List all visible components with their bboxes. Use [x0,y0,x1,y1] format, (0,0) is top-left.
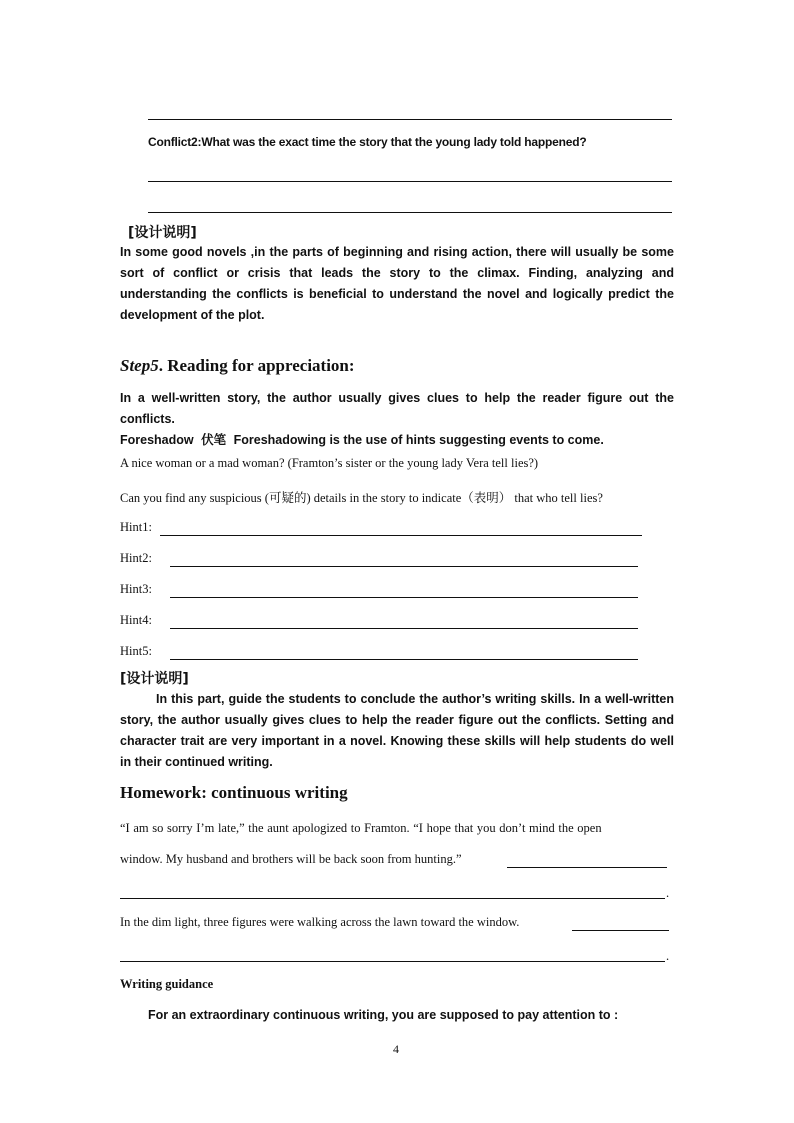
writing-answer-line[interactable] [120,961,665,962]
hint-label: Hint4: [120,613,152,627]
answer-line[interactable] [148,119,672,120]
hint-label: Hint3: [120,582,152,596]
hint-label: Hint2: [120,551,152,565]
step5-intro: In a well-written story, the author usually gives clues to help the reader figure out the conflicts. [120,391,674,426]
writing-guidance-text: For an extraordinary continuous writing, you are supposed to pay attention to : [148,1008,619,1022]
hint-label: Hint5: [120,644,152,658]
answer-line[interactable] [148,181,672,182]
foreshadow-chinese: 伏笔 [201,432,227,447]
page-number: 4 [393,1042,399,1056]
design-note-title: [设计说明] [120,671,189,687]
step5-title: . Reading for appreciation: [158,356,355,375]
foreshadow-term: Foreshadow [120,433,194,447]
foreshadow-line [120,430,604,448]
question-nice-or-mad: A nice woman or a mad woman? (Framton’s sister or the young lady Vera tell lies?) [120,456,539,470]
homework-prompt-line-3: In the dim light, three figures were walking across the lawn toward the window. [120,915,520,929]
writing-answer-line[interactable] [572,930,669,931]
step5-label: Step5 [120,356,159,375]
hint-label: Hint1: [120,520,152,534]
foreshadow-definition: Foreshadowing is the use of hints suggesting events to come. [233,433,604,447]
hint-answer-line[interactable] [170,566,638,567]
hint-answer-line[interactable] [160,535,642,536]
line-period: . [666,886,670,900]
conflict2-question: Conflict2:What was the exact time the story that the young lady told happened? [148,135,587,149]
design-note-title: [设计说明] [128,225,197,241]
writing-answer-line[interactable] [120,898,665,899]
homework-heading: Homework: continuous writing [120,783,348,802]
hint-answer-line[interactable] [170,628,638,629]
line-period: . [666,949,670,963]
design-note-body: In some good novels ,in the parts of beginning and rising action, there will usually be some sort of conflict or crisis that leads the story to the climax. Finding, analyzing and understanding the conflicts is beneficial to understand the novel and logically predict the development of the plot. [120,245,674,322]
writing-guidance-title: Writing guidance [120,977,214,991]
homework-prompt-line-1: “I am so sorry I’m late,” the aunt apologized to Framton. “I hope that you don’t mind the open [120,821,602,835]
hint-answer-line[interactable] [170,659,638,660]
homework-prompt-line-2: window. My husband and brothers will be back soon from hunting.” [120,852,462,866]
writing-answer-line[interactable] [507,867,667,868]
question-suspicious-details: Can you find any suspicious (可疑的) details in the story to indicate（表明） that who tell lies? [120,491,603,505]
hint-answer-line[interactable] [170,597,638,598]
step5-heading [120,356,355,376]
design-note-body: In this part, guide the students to conclude the author’s writing skills. In a well-written story, the author usually gives clues to help the reader figure out the conflicts. Setting and character trait are very important in a novel. Knowing these skills will help students do well in their continued writing. [120,692,674,769]
answer-line[interactable] [148,212,672,213]
